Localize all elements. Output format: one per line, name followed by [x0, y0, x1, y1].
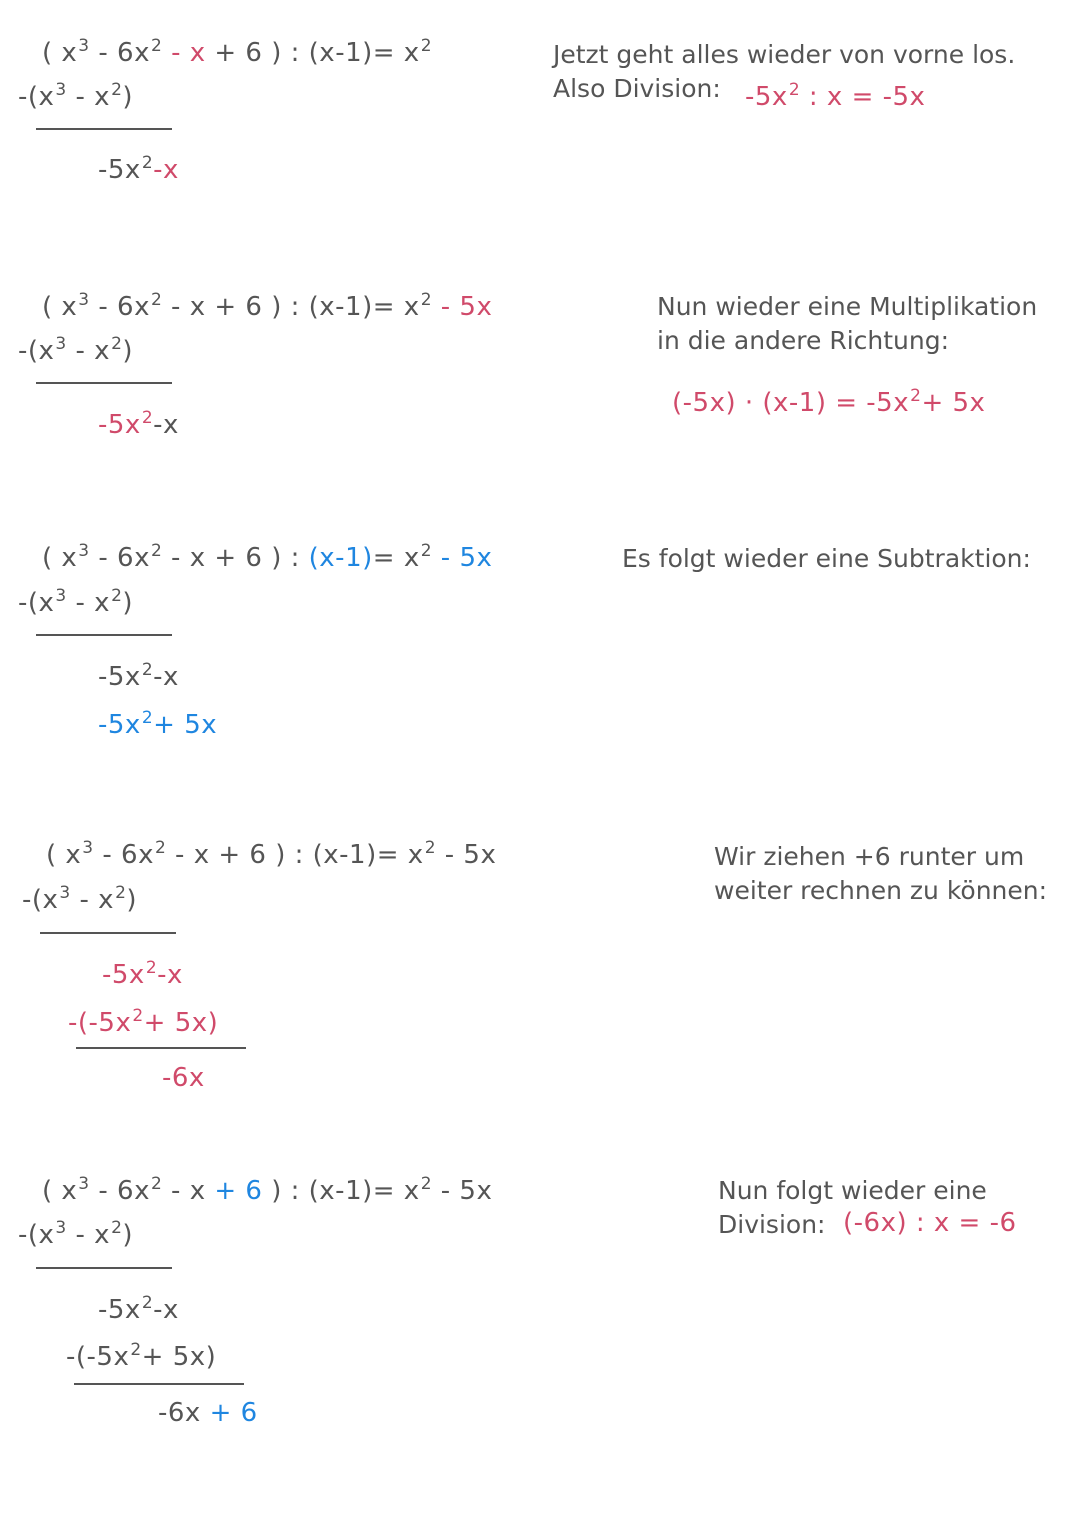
division-line — [36, 634, 172, 636]
explanation-text: in die andere Richtung: — [657, 326, 950, 355]
division-formula: (-6x) : x = -6 — [843, 1208, 1017, 1238]
explanation-text: Nun wieder eine Multiplikation — [657, 292, 1038, 321]
division-equation: ( $x^3 - 6x^2 - x + 6$ ) : $(x-1)= x^2 - 5x$ — [42, 1174, 493, 1206]
division-line — [36, 382, 172, 384]
explanation-text: Wir ziehen +6 runter um — [714, 842, 1025, 871]
division-formula: $-5x^2$ : x = -5x — [745, 80, 926, 112]
division-equation: ( $x^3 - 6x^2 - x + 6$ ) : $(x-1)= x^2 - 5x$ — [42, 290, 493, 322]
division-line — [36, 128, 172, 130]
subtraction-row: $-(-5x^2+ 5x)$ — [66, 1340, 217, 1372]
division-equation: ( $x^3 - 6x^2 - x + 6$ ) : $(x-1)= x^2 - 5x$ — [42, 541, 493, 573]
division-equation: ( $x^3 - 6x^2 - x + 6$ ) : $(x-1)= x^2$ — [42, 36, 433, 68]
explanation-text: Nun folgt wieder eine — [718, 1176, 987, 1205]
remainder-row: $-5x^2-x$ — [98, 408, 179, 440]
explanation-text: Also Division: — [553, 74, 721, 103]
division-equation: ( $x^3 - 6x^2 - x + 6$ ) : $(x-1)= x^2 - 5x$ — [46, 838, 497, 870]
subtraction-row: $-(-5x^2+ 5x)$ — [68, 1006, 219, 1038]
division-line — [74, 1383, 244, 1385]
remainder-row: $-5x^2-x$ — [98, 660, 179, 692]
subtraction-term: $-(x^3 - x^2)$ — [18, 334, 134, 366]
subtraction-term: $-(x^3 - x^2)$ — [18, 80, 134, 112]
product-row: $-5x^2+ 5x$ — [98, 708, 218, 740]
subtraction-term: $-(x^3 - x^2)$ — [18, 1218, 134, 1250]
remainder-row: $-5x^2-x$ — [102, 958, 183, 990]
division-line — [76, 1047, 246, 1049]
subtraction-term: $-(x^3 - x^2)$ — [18, 586, 134, 618]
explanation-text: Jetzt geht alles wieder von vorne los. — [553, 40, 1016, 69]
explanation-text: Es folgt wieder eine Subtraktion: — [622, 544, 1031, 573]
division-line — [36, 1267, 172, 1269]
explanation-text: weiter rechnen zu können: — [714, 876, 1048, 905]
remainder-row: $-5x^2-x$ — [98, 153, 179, 185]
subtraction-term: $-(x^3 - x^2)$ — [22, 883, 138, 915]
result-row: -6x — [162, 1063, 205, 1093]
explanation-text: Division: — [718, 1210, 826, 1239]
multiplication-formula: $(-5x) \cdot (x-1) = -5x^2+ 5x$ — [672, 386, 986, 418]
remainder-row: $-5x^2-x$ — [98, 1293, 179, 1325]
result-row: -6x + 6 — [158, 1398, 258, 1428]
division-line — [40, 932, 176, 934]
